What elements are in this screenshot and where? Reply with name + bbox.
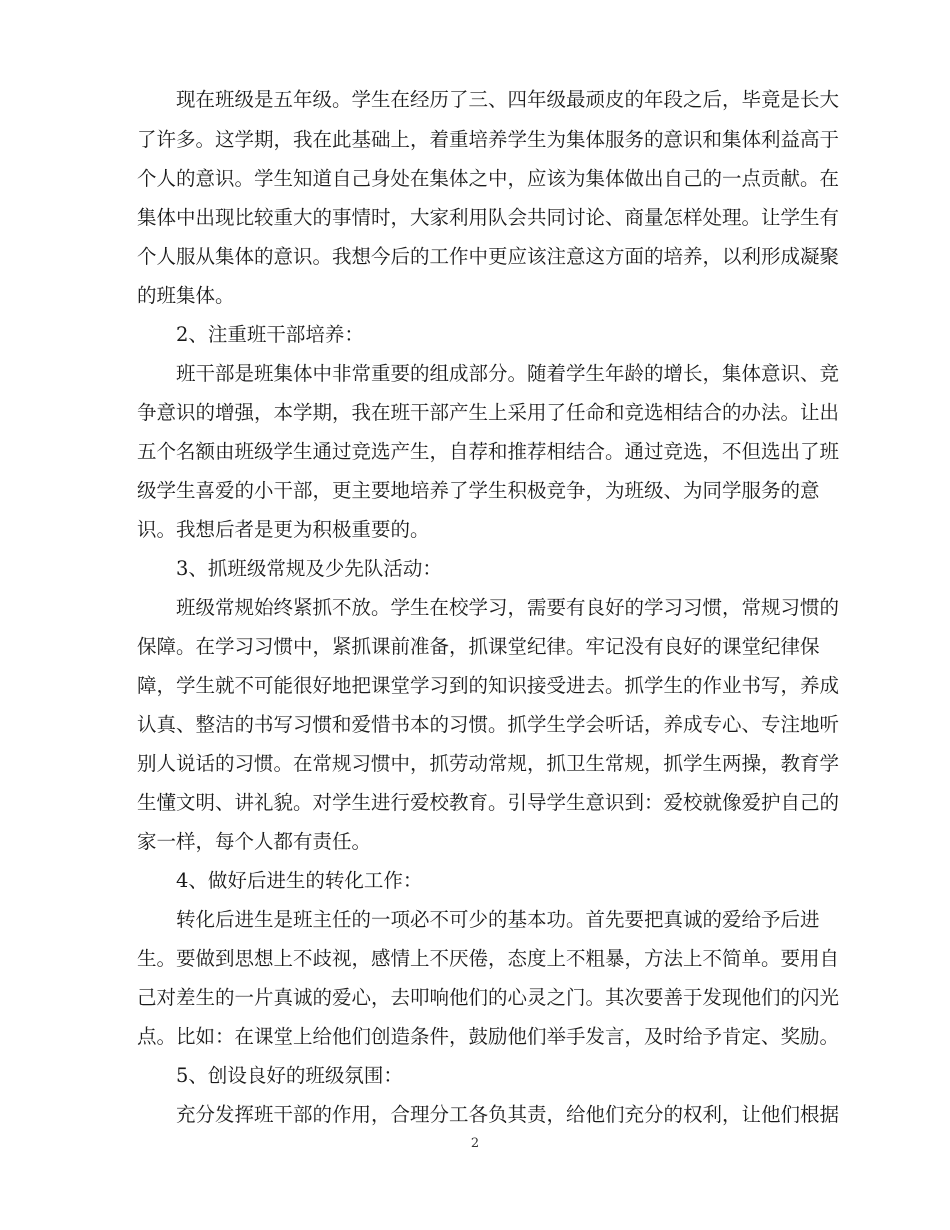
text-line: 生。要做到思想上不歧视，感情上不厌倦，态度上不粗暴，方法上不简单。要用自	[137, 947, 840, 970]
text-line: 了许多。这学期，我在此基础上，着重培养学生为集体服务的意识和集体利益高于	[137, 128, 840, 151]
text-line: 班干部是班集体中非常重要的组成部分。随着学生年龄的增长，集体意识、竞	[176, 362, 840, 385]
text-line: 个人服从集体的意识。我想今后的工作中更应该注意这方面的培养，以利形成凝聚	[137, 245, 840, 268]
text-line: 别人说话的习惯。在常规习惯中，抓劳动常规，抓卫生常规，抓学生两操，教育学	[137, 752, 840, 775]
page-number: 2	[470, 1136, 480, 1151]
text-line: 级学生喜爱的小干部，更主要地培养了学生积极竞争，为班级、为同学服务的意	[137, 479, 820, 502]
text-line: 5、创设良好的班级氛围：	[176, 1064, 403, 1087]
text-line: 己对差生的一片真诚的爱心，去叩响他们的心灵之门。其次要善于发现他们的闪光	[137, 986, 840, 1009]
text-line: 点。比如：在课堂上给他们创造条件，鼓励他们举手发言，及时给予肯定、奖励。	[137, 1025, 840, 1048]
text-line: 保障。在学习习惯中，紧抓课前准备，抓课堂纪律。牢记没有良好的课堂纪律保	[137, 635, 820, 658]
text-line: 充分发挥班干部的作用，合理分工各负其责，给他们充分的权利，让他们根据	[176, 1103, 840, 1126]
text-line: 障，学生就不可能很好地把课堂学习到的知识接受进去。抓学生的作业书写，养成	[137, 674, 840, 697]
text-line: 的班集体。	[137, 284, 235, 307]
text-line: 个人的意识。学生知道自己身处在集体之中，应该为集体做出自己的一点贡献。在	[137, 167, 840, 190]
text-line: 班级常规始终紧抓不放。学生在校学习，需要有良好的学习习惯，常规习惯的	[176, 596, 840, 619]
text-line: 五个名额由班级学生通过竞选产生，自荐和推荐相结合。通过竞选，不但选出了班	[137, 440, 840, 463]
text-line: 认真、整洁的书写习惯和爱惜书本的习惯。抓学生学会听话，养成专心、专注地听	[137, 713, 840, 736]
text-line: 集体中出现比较重大的事情时，大家利用队会共同讨论、商量怎样处理。让学生有	[137, 206, 840, 229]
text-line: 2、注重班干部培养：	[176, 323, 364, 346]
text-line: 转化后进生是班主任的一项必不可少的基本功。首先要把真诚的爱给予后进	[176, 908, 820, 931]
text-line: 现在班级是五年级。学生在经历了三、四年级最顽皮的年段之后，毕竟是长大	[176, 88, 840, 111]
text-line: 4、做好后进生的转化工作：	[176, 869, 423, 892]
text-line: 识。我想后者是更为积极重要的。	[137, 518, 430, 541]
text-line: 3、抓班级常规及少先队活动：	[176, 557, 442, 580]
text-line: 争意识的增强，本学期，我在班干部产生上采用了任命和竞选相结合的办法。让出	[137, 401, 840, 424]
text-line: 家一样，每个人都有责任。	[137, 830, 372, 853]
text-line: 生懂文明、讲礼貌。对学生进行爱校教育。引导学生意识到：爱校就像爱护自己的	[137, 791, 840, 814]
